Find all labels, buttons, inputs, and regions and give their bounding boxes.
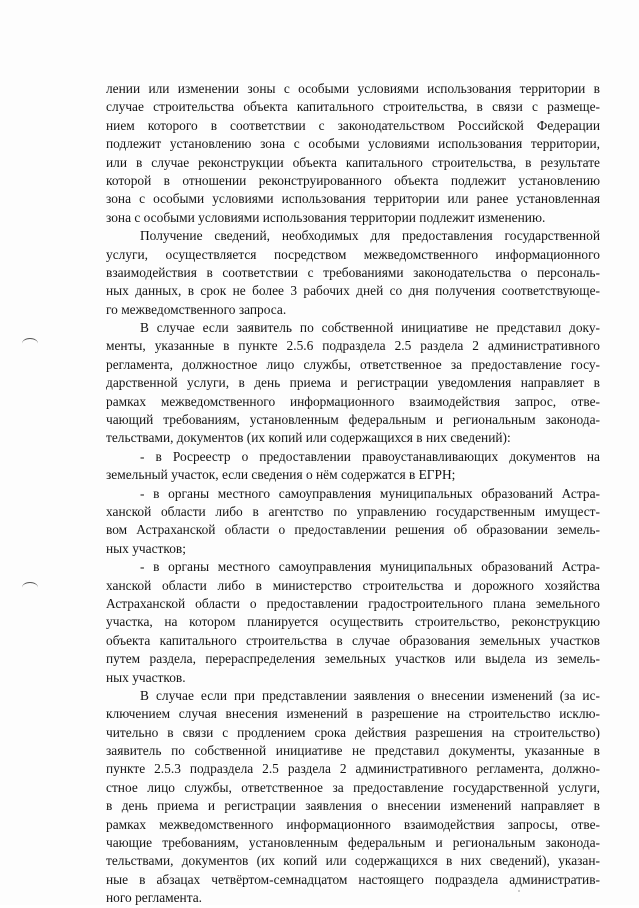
text-line: вом Астраханской области о предоставлении решения об образовании земель- bbox=[106, 522, 600, 538]
text-line: пункте 2.5.3 подраздела 2.5 раздела 2 административного регламента, должно- bbox=[106, 761, 600, 777]
text-line: зона с особыми условиями использования территории подлежит изменению. bbox=[106, 209, 546, 225]
text-line: в день приема и регистрации заявления о внесении изменений направляет в bbox=[106, 798, 600, 814]
text-line: В случае если при представлении заявления о внесении изменений (за ис- bbox=[140, 687, 600, 703]
text-line: менты, указанные в пункте 2.5.6 подраздела 2.5 раздела 2 административного bbox=[106, 338, 600, 354]
text-line: заявитель по собственной инициативе не представил документы, указанные в bbox=[106, 743, 600, 759]
text-line: стное лицо службы, ответственное за предоставление государственной услуги, bbox=[106, 779, 600, 795]
text-line: нием которого в соответствии с законодательством Российской Федерации bbox=[106, 117, 600, 133]
document-body-text bbox=[106, 80, 600, 908]
text-line: услуги, осуществляется посредством межведомственного информационного bbox=[106, 246, 600, 262]
text-line: ных данных, в срок не более 3 рабочих дней со дня получения соответствующе- bbox=[106, 283, 600, 299]
text-line: - в органы местного самоуправления муниципальных образований Астра- bbox=[140, 559, 600, 575]
text-line: земельный участок, если сведения о нём содержатся в ЕГРН; bbox=[106, 467, 456, 483]
text-line: чающий требованиям, установленным федеральным и региональным законода- bbox=[106, 412, 600, 428]
text-line: ключением случая внесения изменений в разрешение на строительство исклю- bbox=[106, 706, 600, 722]
text-line: объекта капитального строительства в случае образования земельных участков bbox=[106, 632, 600, 648]
text-line: регламента, должностное лицо службы, ответственное за предоставление госу- bbox=[106, 356, 600, 372]
text-line: зона с особыми условиями использования территории или ранее установленная bbox=[106, 191, 600, 207]
text-line: взаимодействия в соответствии с требованиями законодательства о персональ- bbox=[106, 264, 600, 280]
text-line: ханской области либо в министерство строительства и дорожного хозяйства bbox=[106, 577, 600, 593]
text-line: случае строительства объекта капитального строительства, в связи с размеще- bbox=[106, 99, 600, 115]
text-line: ных участков; bbox=[106, 540, 186, 556]
text-line: лении или изменении зоны с особыми условиями использования территории в bbox=[106, 81, 600, 96]
text-line: ного регламента. bbox=[106, 890, 203, 906]
text-line: ханской области либо в агентство по управлению государственным имущест- bbox=[106, 503, 600, 519]
text-line: В случае если заявитель по собственной инициативе не представил доку- bbox=[140, 320, 600, 336]
text-line: ные в абзацах четвёртом-семнадцатом настоящего подраздела административ- bbox=[106, 871, 600, 887]
text-line: чающие требованиям, установленным федеральным и региональным законода- bbox=[106, 835, 600, 851]
text-line: - в Росреестр о предоставлении правоустанавливающих документов на bbox=[140, 448, 600, 464]
text-line: дарственной услуги, в день приема и регистрации уведомления направляет в bbox=[106, 375, 600, 391]
text-line: рамках межведомственного информационного взаимодействия запросы, отве- bbox=[106, 816, 600, 832]
text-line: которой в отношении реконструированного объекта подлежит установлению bbox=[106, 172, 600, 188]
text-line: или в случае реконструкции объекта капитального строительства, в результате bbox=[106, 154, 600, 170]
text-line: рамках межведомственного информационного взаимодействия запрос, отве- bbox=[106, 393, 600, 409]
punch-hole-mark-bottom bbox=[22, 582, 38, 593]
text-line: участка, на котором планируется осуществить строительство, реконструкцию bbox=[106, 614, 600, 630]
text-line: тельствами, документов (их копий или содержащихся в них сведений): bbox=[106, 430, 511, 446]
text-line: подлежит установлению зона с особыми условиями использования территории, bbox=[106, 136, 600, 152]
text-line: путем раздела, перераспределения земельных участков или выдела из земель- bbox=[106, 651, 600, 667]
text-line: го межведомственного запроса. bbox=[106, 301, 287, 317]
text-line: - в органы местного самоуправления муниципальных образований Астра- bbox=[140, 485, 600, 501]
text-line: чительно в связи с продлением срока действия разрешения на строительство) bbox=[106, 724, 600, 740]
text-line: Астраханской области о предоставлении градостроительного плана земельного bbox=[106, 595, 600, 611]
text-line: тельствами, документов (их копий или содержащихся в них сведений), указан- bbox=[106, 853, 600, 869]
text-line: ных участков. bbox=[106, 669, 186, 685]
text-line: Получение сведений, необходимых для предоставления государственной bbox=[140, 228, 600, 244]
punch-hole-mark-top bbox=[22, 338, 38, 349]
